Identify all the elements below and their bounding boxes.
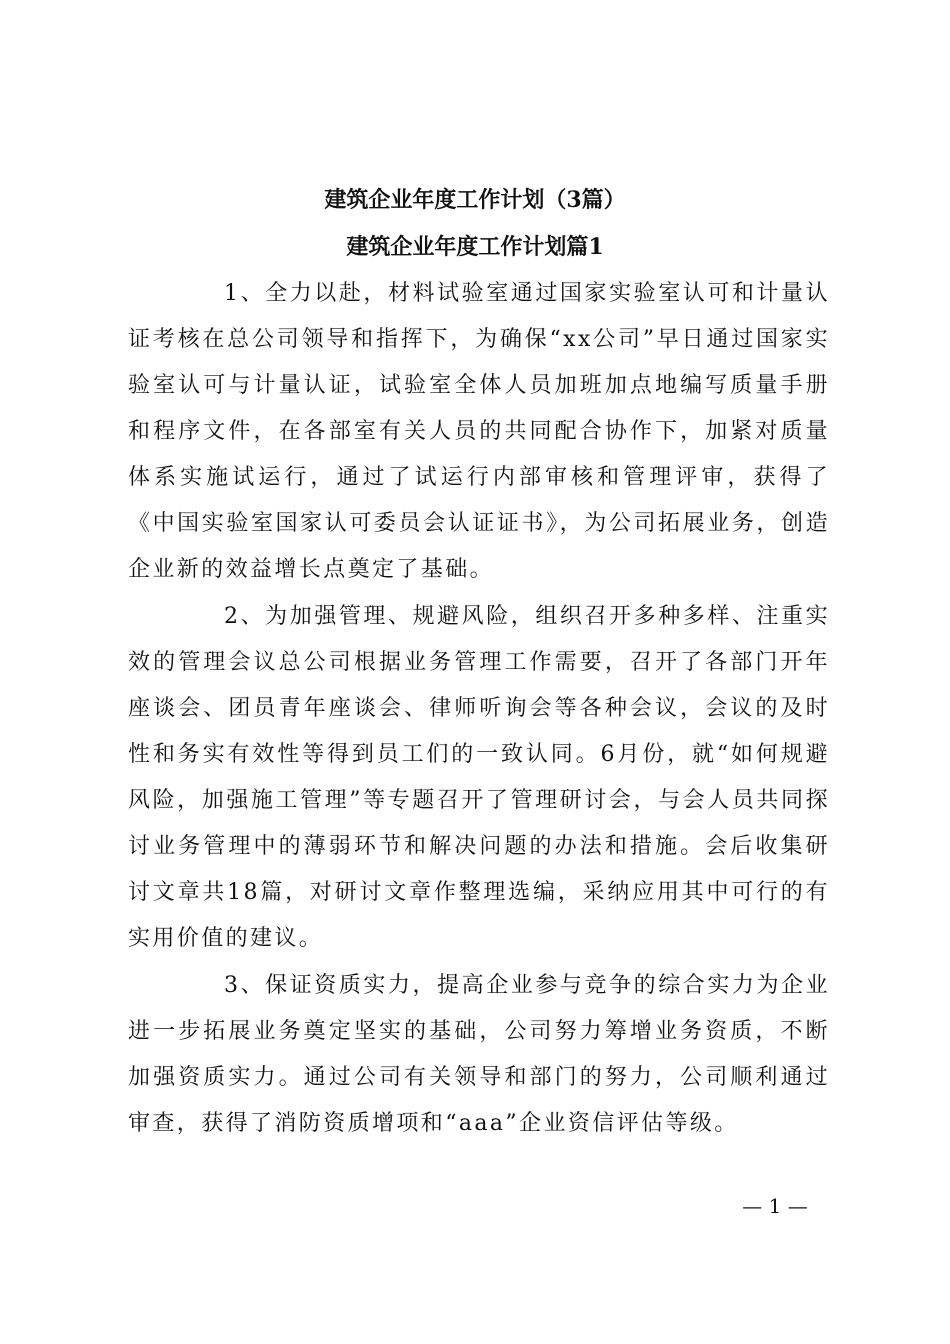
- document-title: 建筑企业年度工作计划（3篇）: [324, 187, 626, 213]
- page-number: — 1 —: [742, 1194, 808, 1218]
- section-title: 建筑企业年度工作计划篇1: [346, 234, 604, 260]
- paragraph-3: 3、保证资质实力，提高企业参与竞争的综合实力为企业进一步拓展业务奠定坚实的基础，公司努力筹增业务资质，不断加强资质实力。通过公司有关领导和部门的努力，公司顺利通过审查，获得了消防资质增项和“aaa”企业资信评估等级。: [128, 973, 830, 1136]
- paragraph-1: 1、全力以赴，材料试验室通过国家实验室认可和计量认证考核在总公司领导和指挥下，为确保“xx公司”早日通过国家实验室认可与计量认证，试验室全体人员加班加点地编写质量手册和程序文件，在各部室有关人员的共同配合协作下，加紧对质量体系实施试运行，通过了试运行内部审核和管理评审，获得了《中国实验室国家认可委员会认证证书》，为公司拓展业务，创造企业新的效益增长点奠定了基础。: [128, 281, 830, 582]
- paragraph-2: 2、为加强管理、规避风险，组织召开多种多样、注重实效的管理会议总公司根据业务管理工作需要，召开了各部门开年座谈会、团员青年座谈会、律师听询会等各种会议，会议的及时性和务实有效性等得到员工们的一致认同。6月份，就“如何规避风险，加强施工管理”等专题召开了管理研讨会，与会人员共同探讨业务管理中的薄弱环节和解决问题的办法和措施。会后收集研讨文章共18篇，对研讨文章作整理选编，采纳应用其中可行的有实用价值的建议。: [128, 604, 830, 951]
